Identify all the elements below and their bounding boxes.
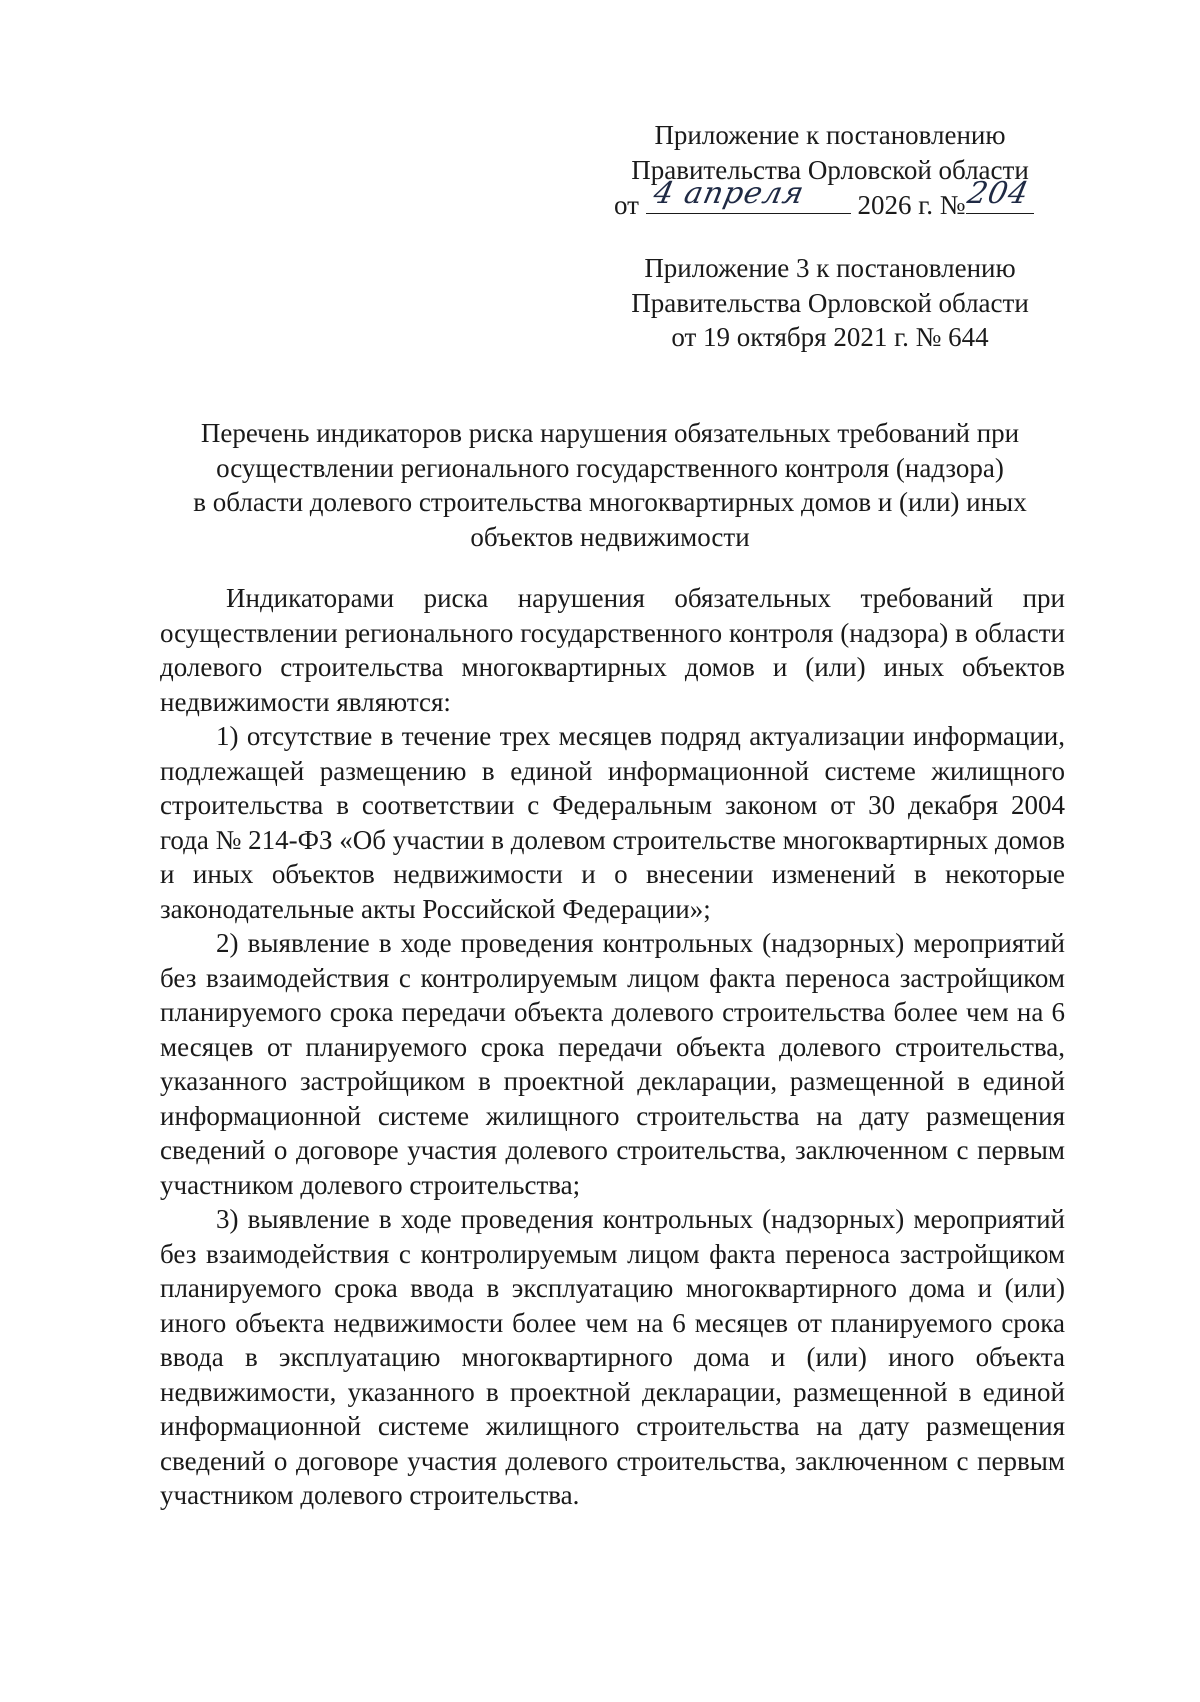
title-line4: объектов недвижимости <box>470 521 750 552</box>
appendix-header-current <box>560 118 1100 223</box>
handwritten-date: 4 апреля <box>650 175 808 211</box>
title-line2: осуществлении регионального государственного контроля (надзора) <box>216 452 1004 483</box>
document-body <box>160 581 1065 1513</box>
document-title <box>150 416 1070 554</box>
appendix-current-line2: Правительства Орловской области <box>631 154 1029 185</box>
intro-paragraph: Индикаторами риска нарушения обязательных требований при осуществлении регионального государственного контроля (надзора) в области долевого строительства многоквартирных домов и (или) иных объектов недвижимости являются: <box>160 583 1065 717</box>
list-item-2: 2) выявление в ходе проведения контрольных (надзорных) мероприятий без взаимодействия с контролируемым лицом факта переноса застройщиком планируемого срока передачи объекта долевого строительства более чем на 6 месяцев от планируемого срока передачи объекта долевого строительства, указанного застройщиком в проектной декларации, размещенной в единой информационной системе жилищного строительства на дату размещения сведений о договоре участия долевого строительства, заключенном с первым участником долевого строительства; <box>160 928 1065 1200</box>
appendix-original-line2: Правительства Орловской области <box>631 287 1029 318</box>
date-year: 2026 г. № <box>857 190 966 220</box>
number-blank <box>963 175 1034 214</box>
handwritten-number: 204 <box>963 175 1032 211</box>
date-prefix: от <box>614 190 639 220</box>
title-line1: Перечень индикаторов риска нарушения обязательных требований при <box>200 418 1020 448</box>
appendix-original-line1: Приложение 3 к постановлению <box>644 253 1016 283</box>
title-line3: в области долевого строительства многоквартирных домов и (или) иных <box>193 487 1027 517</box>
appendix-header-original <box>560 251 1100 355</box>
appendix-current-date-line <box>560 175 1100 223</box>
list-item-1: 1) отсутствие в течение трех месяцев подряд актуализации информации, подлежащей размещению в единой информационной системе жилищного строительства в соответствии с Федеральным законом от 30 декабря 2004 года № 214-ФЗ «Об участии в долевом строительстве многоквартирных домов и иных объектов недвижимости и о внесении изменений в некоторые законодательные акты Российской Федерации»; <box>160 721 1065 924</box>
appendix-current-line1: Приложение к постановлению <box>654 120 1006 150</box>
list-item-3: 3) выявление в ходе проведения контрольных (надзорных) мероприятий без взаимодействия с контролируемым лицом факта переноса застройщиком планируемого срока ввода в эксплуатацию многоквартирного дома и (или) иного объекта недвижимости более чем на 6 месяцев от планируемого срока ввода в эксплуатацию многоквартирного дома и (или) иного объекта недвижимости, указанного в проектной декларации, размещенной в единой информационной системе жилищного строительства на дату размещения сведений о договоре участия долевого строительства, заключенном с первым участником долевого строительства. <box>160 1204 1065 1510</box>
date-blank <box>646 175 851 214</box>
appendix-original-line3: от 19 октября 2021 г. № 644 <box>671 322 989 352</box>
